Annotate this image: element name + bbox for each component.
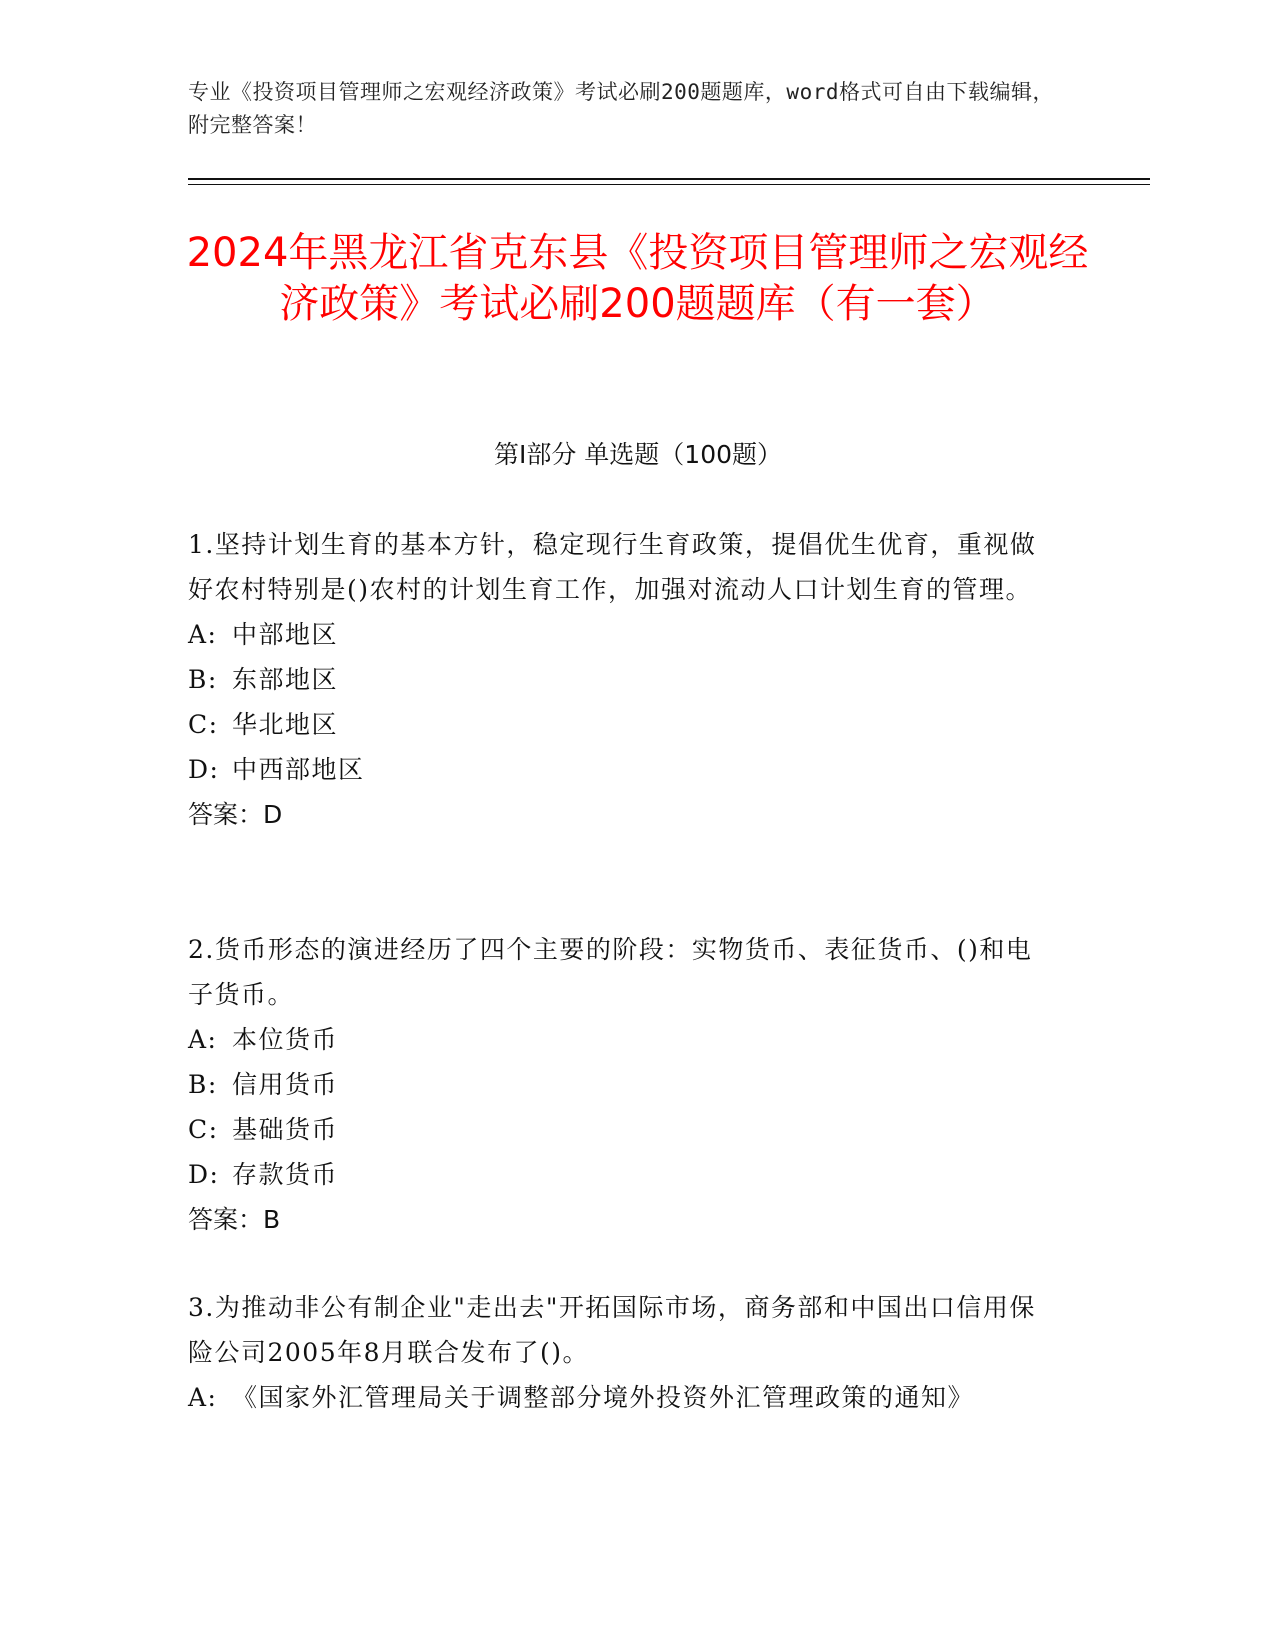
option-b <box>188 1062 1058 1107</box>
answer-line: 答案：D <box>188 800 283 829</box>
option-key: A: <box>188 1025 218 1054</box>
header-rule-thin <box>188 184 1150 185</box>
option-d <box>188 747 1058 792</box>
option-d <box>188 1152 1058 1197</box>
option-text: 中部地区 <box>232 620 339 649</box>
option-a <box>188 1375 1058 1420</box>
option-text: 本位货币 <box>232 1025 339 1054</box>
option-key: B: <box>188 1070 218 1099</box>
option-key: C: <box>188 710 219 739</box>
option-key: A: <box>188 1383 218 1412</box>
option-b <box>188 657 1058 702</box>
option-a <box>188 612 1058 657</box>
document-title: 2024年黑龙江省克东县《投资项目管理师之宏观经济政策》考试必刷200题题库（有一套） <box>186 230 1089 327</box>
option-a <box>188 1017 1058 1062</box>
answer-line: 答案：B <box>188 1205 281 1234</box>
option-key: D: <box>188 1160 220 1189</box>
option-key: D: <box>188 755 220 784</box>
option-text: 《国家外汇管理局关于调整部分境外投资外汇管理政策的通知》 <box>232 1383 975 1412</box>
header-note: 专业《投资项目管理师之宏观经济政策》考试必刷200题题库，word格式可自由下载编辑，附完整答案！ <box>188 80 1054 137</box>
question-1 <box>188 522 1058 837</box>
option-text: 信用货币 <box>232 1070 339 1099</box>
option-c <box>188 702 1058 747</box>
section-title: 第Ⅰ部分 单选题（100题） <box>493 440 783 469</box>
option-text: 基础货币 <box>232 1115 339 1144</box>
option-text: 华北地区 <box>232 710 339 739</box>
question-stem: 1.坚持计划生育的基本方针，稳定现行生育政策，提倡优生优育，重视做好农村特别是()农村的计划生育工作，加强对流动人口计划生育的管理。 <box>188 530 1037 604</box>
option-text: 中西部地区 <box>232 755 365 784</box>
option-text: 东部地区 <box>232 665 339 694</box>
option-key: A: <box>188 620 218 649</box>
header-rule <box>188 178 1150 180</box>
option-text: 存款货币 <box>232 1160 339 1189</box>
question-stem: 3.为推动非公有制企业"走出去"开拓国际市场，商务部和中国出口信用保险公司2005年8月联合发布了()。 <box>188 1293 1036 1367</box>
option-c <box>188 1107 1058 1152</box>
question-stem: 2.货币形态的演进经历了四个主要的阶段：实物货币、表征货币、()和电子货币。 <box>188 935 1033 1009</box>
option-key: C: <box>188 1115 219 1144</box>
option-key: B: <box>188 665 218 694</box>
question-2 <box>188 927 1058 1242</box>
question-3 <box>188 1285 1058 1420</box>
